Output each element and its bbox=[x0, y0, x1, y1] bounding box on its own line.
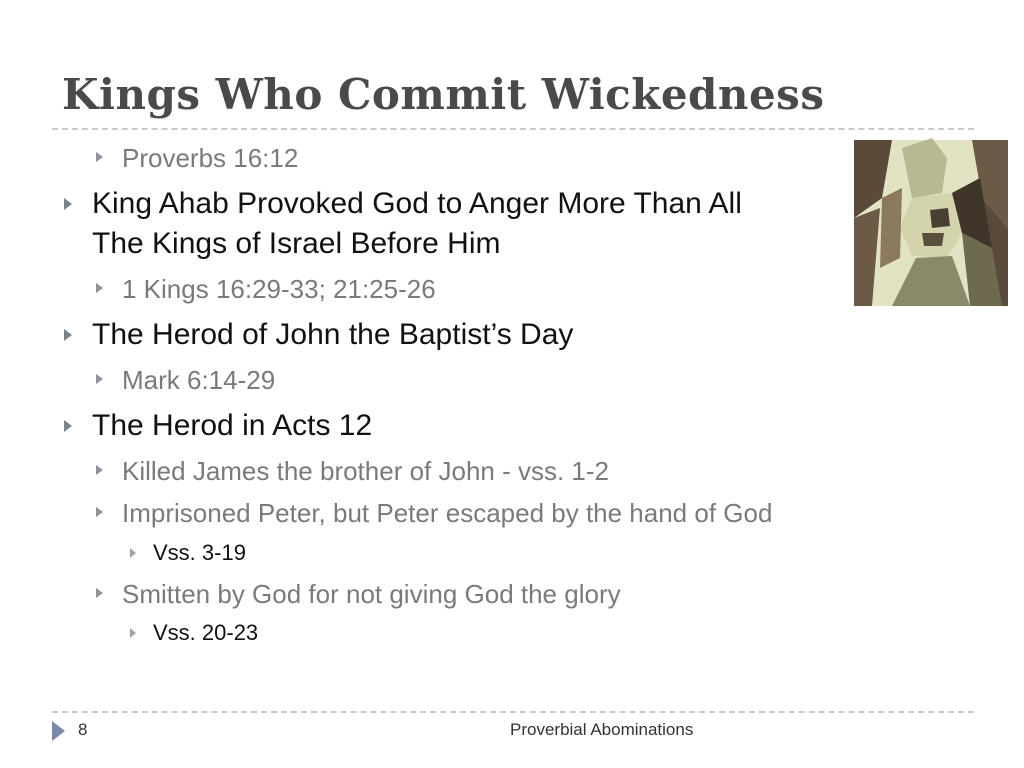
bullet-arrow-icon bbox=[130, 548, 136, 558]
bullet-arrow-icon bbox=[96, 283, 103, 293]
bullet-arrow-icon bbox=[96, 152, 103, 162]
bullet-arrow-icon bbox=[96, 588, 103, 598]
footer-arrow-icon bbox=[52, 721, 65, 741]
bullet-item: King Ahab Provoked God to Anger More Than All bbox=[92, 187, 742, 220]
bullet-item: The Herod in Acts 12 bbox=[92, 409, 373, 442]
bullet-item: Vss. 20-23 bbox=[153, 620, 259, 645]
slide-title: Kings Who Commit Wickedness bbox=[62, 70, 825, 119]
bullet-item: Vss. 3-19 bbox=[153, 540, 246, 565]
footer-divider bbox=[52, 711, 974, 713]
page-number: 8 bbox=[78, 720, 88, 739]
bullet-item: Killed James the brother of John - vss. 1-2 bbox=[122, 456, 610, 486]
title-divider bbox=[52, 128, 974, 130]
bullet-arrow-icon bbox=[96, 374, 103, 384]
bullet-item-continued: The Kings of Israel Before Him bbox=[92, 227, 501, 260]
bullet-item: Imprisoned Peter, but Peter escaped by the hand of God bbox=[122, 498, 773, 528]
footer-title: Proverbial Abominations bbox=[510, 720, 694, 739]
bullet-item: The Herod of John the Baptist’s Day bbox=[92, 318, 574, 351]
bullet-arrow-icon bbox=[96, 507, 103, 517]
bullet-arrow-icon bbox=[130, 628, 136, 638]
bullet-item: 1 Kings 16:29-33; 21:25-26 bbox=[122, 274, 436, 304]
bullet-arrow-icon bbox=[64, 420, 72, 432]
bullet-arrow-icon bbox=[96, 465, 103, 475]
bullet-arrow-icon bbox=[64, 329, 72, 341]
bullet-item: Smitten by God for not giving God the glory bbox=[122, 579, 621, 609]
bullet-arrow-icon bbox=[64, 198, 72, 210]
bullet-item: Mark 6:14-29 bbox=[122, 365, 276, 395]
pharaoh-clipart-icon bbox=[852, 138, 1010, 308]
bullet-item: Proverbs 16:12 bbox=[122, 143, 299, 173]
